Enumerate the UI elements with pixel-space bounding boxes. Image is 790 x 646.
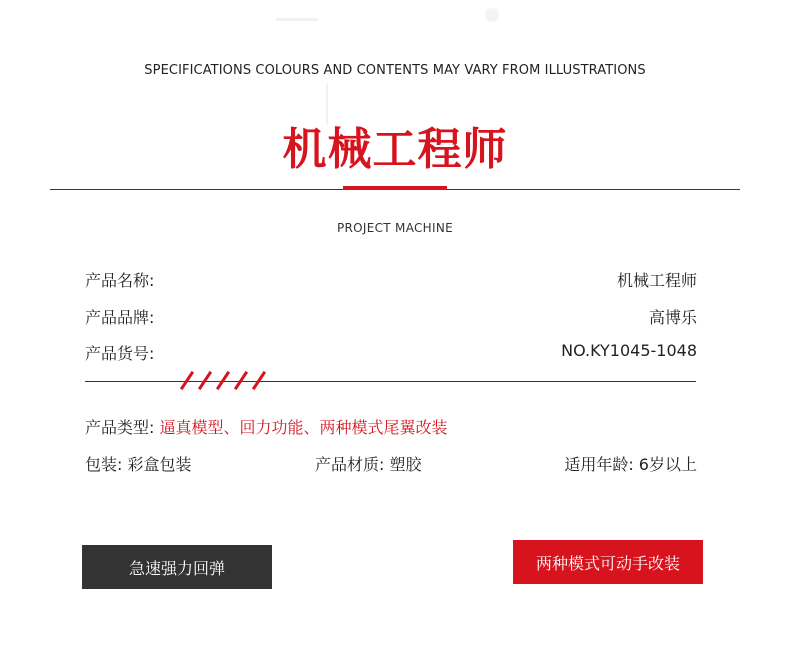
feature-tag-pullback-label: 急速强力回弹 (128, 558, 225, 578)
background-decoration (326, 84, 328, 124)
spec-label-item-number: 产品货号: (85, 344, 155, 363)
spec-label-name: 产品名称: (85, 271, 155, 290)
disclaimer-text: SPECIFICATIONS COLOURS AND CONTENTS MAY VARY FROM ILLUSTRATIONS (144, 63, 646, 78)
material-info: 产品材质: 塑胶 (315, 455, 422, 474)
red-slash-marks (176, 368, 276, 392)
background-decoration (276, 18, 318, 21)
feature-tag-modification-label: 两种模式可动手改装 (535, 553, 680, 573)
spec-value-brand: 高博乐 (648, 308, 697, 327)
page-subtitle: PROJECT MACHINE (336, 221, 453, 235)
spec-label-brand: 产品品牌: (85, 308, 155, 327)
feature-tag-modification (513, 540, 703, 584)
age-info: 适用年龄: 6岁以上 (564, 455, 697, 474)
product-type-value: 逼真模型、回力功能、两种模式尾翼改装 (159, 418, 448, 437)
spec-value-item-number: NO.KY1045-1048 (561, 341, 697, 360)
feature-tag-pullback (82, 545, 272, 589)
packaging-info: 包装: 彩盒包装 (85, 455, 192, 474)
background-decoration (485, 8, 499, 22)
spec-value-name: 机械工程师 (616, 271, 697, 290)
page-title: 机械工程师 (282, 124, 508, 175)
product-type-label: 产品类型: (85, 418, 155, 437)
title-accent-bar (343, 186, 447, 190)
product-type-row (85, 415, 448, 438)
